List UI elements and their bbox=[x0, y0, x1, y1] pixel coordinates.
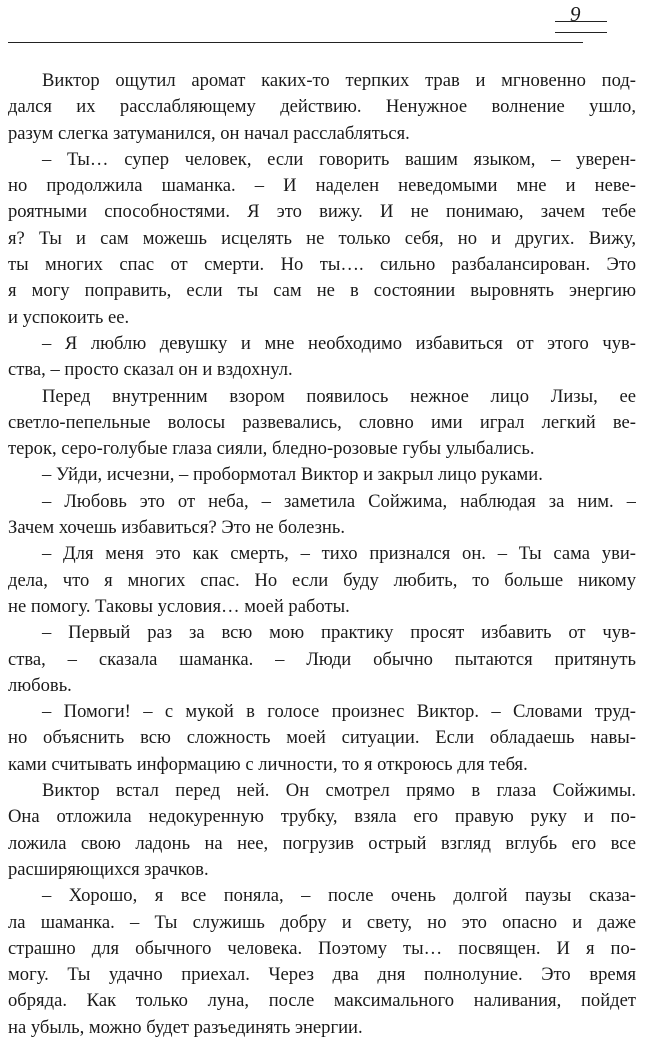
page-number: 9 bbox=[570, 2, 581, 26]
paragraph bbox=[8, 68, 636, 147]
text-line: обряда. Как только луна, после максимального наливания, пойдет bbox=[8, 990, 636, 1012]
text-line: ства, – просто сказал он и вздохнул. bbox=[8, 359, 293, 381]
paragraph bbox=[8, 384, 636, 463]
text-line: но продолжила шаманка. – И наделен неведомыми мне и неве- bbox=[8, 175, 636, 197]
text-line: светло-пепельные волосы развевались, словно ими играл легкий ве- bbox=[8, 411, 636, 433]
paragraph bbox=[8, 883, 636, 1041]
text-line: ства, – сказала шаманка. – Люди обычно пытаются притянуть bbox=[8, 648, 636, 670]
text-line: Зачем хочешь избавиться? Это не болезнь. bbox=[8, 517, 345, 539]
text-line: – Любовь это от неба, – заметила Сойжима, наблюдая за ним. – bbox=[42, 490, 636, 512]
paragraph bbox=[8, 541, 636, 620]
header-rule-short-bottom bbox=[555, 32, 607, 33]
header-rule bbox=[8, 42, 583, 43]
text-line: – Ты… супер человек, если говорить вашим языком, – уверен- bbox=[42, 148, 636, 170]
text-line: на убыль, можно будет разъединять энергии. bbox=[8, 1016, 363, 1038]
text-line: Виктор ощутил аромат каких-то терпких трав и мгновенно под- bbox=[42, 70, 636, 91]
paragraph bbox=[8, 462, 636, 488]
paragraph bbox=[8, 699, 636, 778]
text-line: дался их расслабляющему действию. Ненужное волнение ушло, bbox=[8, 96, 636, 118]
text-line: – Хорошо, я все поняла, – после очень долгой паузы сказа- bbox=[42, 885, 636, 907]
text-line: роятными способностями. Я это вижу. И не понимаю, зачем тебе bbox=[8, 201, 636, 223]
text-line: – Для меня это как смерть, – тихо признался он. – Ты сама уви- bbox=[42, 543, 636, 565]
paragraph bbox=[8, 620, 636, 699]
paragraph bbox=[8, 778, 636, 883]
text-line: но объяснить всю сложность моей ситуации. Если обладаешь навы- bbox=[8, 727, 636, 749]
text-line: могу. Ты удачно приехал. Через два дня полнолуние. Это время bbox=[8, 964, 636, 986]
header-rule-short-top bbox=[555, 21, 607, 22]
text-line: расширяющихся зрачков. bbox=[8, 858, 209, 880]
text-line: я могу поправить, если ты сам не в состоянии выровнять энергию bbox=[8, 280, 636, 302]
paragraph bbox=[8, 331, 636, 384]
text-line: Виктор встал перед ней. Он смотрел прямо в глаза Сойжимы. bbox=[42, 780, 636, 802]
text-line: не помогу. Таковы условия… моей работы. bbox=[8, 595, 350, 617]
text-line: – Первый раз за всю мою практику просят избавить от чув- bbox=[42, 622, 636, 644]
text-line: ла шаманка. – Ты служишь добру и свету, но это опасно и даже bbox=[8, 911, 636, 933]
text-line: любовь. bbox=[8, 674, 72, 696]
text-line: – Помоги! – с мукой в голосе произнес Виктор. – Словами труд- bbox=[42, 701, 636, 723]
text-line: дела, что я многих спас. Но если буду любить, то больше никому bbox=[8, 569, 636, 591]
text-line: ками считывать информацию с личности, то я откроюсь для тебя. bbox=[8, 753, 528, 775]
text-line: Она отложила недокуренную трубку, взяла его правую руку и по- bbox=[8, 806, 636, 828]
text-line: и успокоить ее. bbox=[8, 306, 130, 328]
paragraph bbox=[8, 489, 636, 542]
text-line: разум слегка затуманился, он начал расслабляться. bbox=[8, 122, 410, 144]
text-line: Перед внутренним взором появилось нежное лицо Лизы, ее bbox=[42, 385, 636, 407]
text-line: – Я люблю девушку и мне необходимо избавиться от этого чув- bbox=[42, 332, 636, 354]
text-line: страшно для обычного человека. Поэтому ты… посвящен. И я по- bbox=[8, 937, 636, 959]
text-line: ты многих спас от смерти. Но ты…. сильно разбалансирован. Это bbox=[8, 254, 636, 276]
text-line: – Уйди, исчезни, – пробормотал Виктор и закрыл лицо руками. bbox=[42, 464, 543, 486]
text-line: ложила свою ладонь на нее, погрузив острый взгляд вглубь его все bbox=[8, 832, 636, 854]
text-line: я? Ты и сам можешь исцелять не только себя, но и других. Вижу, bbox=[8, 227, 636, 249]
text-line: терок, серо-голубые глаза сияли, бледно-розовые губы улыбались. bbox=[8, 438, 535, 460]
body-text bbox=[8, 68, 636, 1041]
paragraph bbox=[8, 147, 636, 331]
